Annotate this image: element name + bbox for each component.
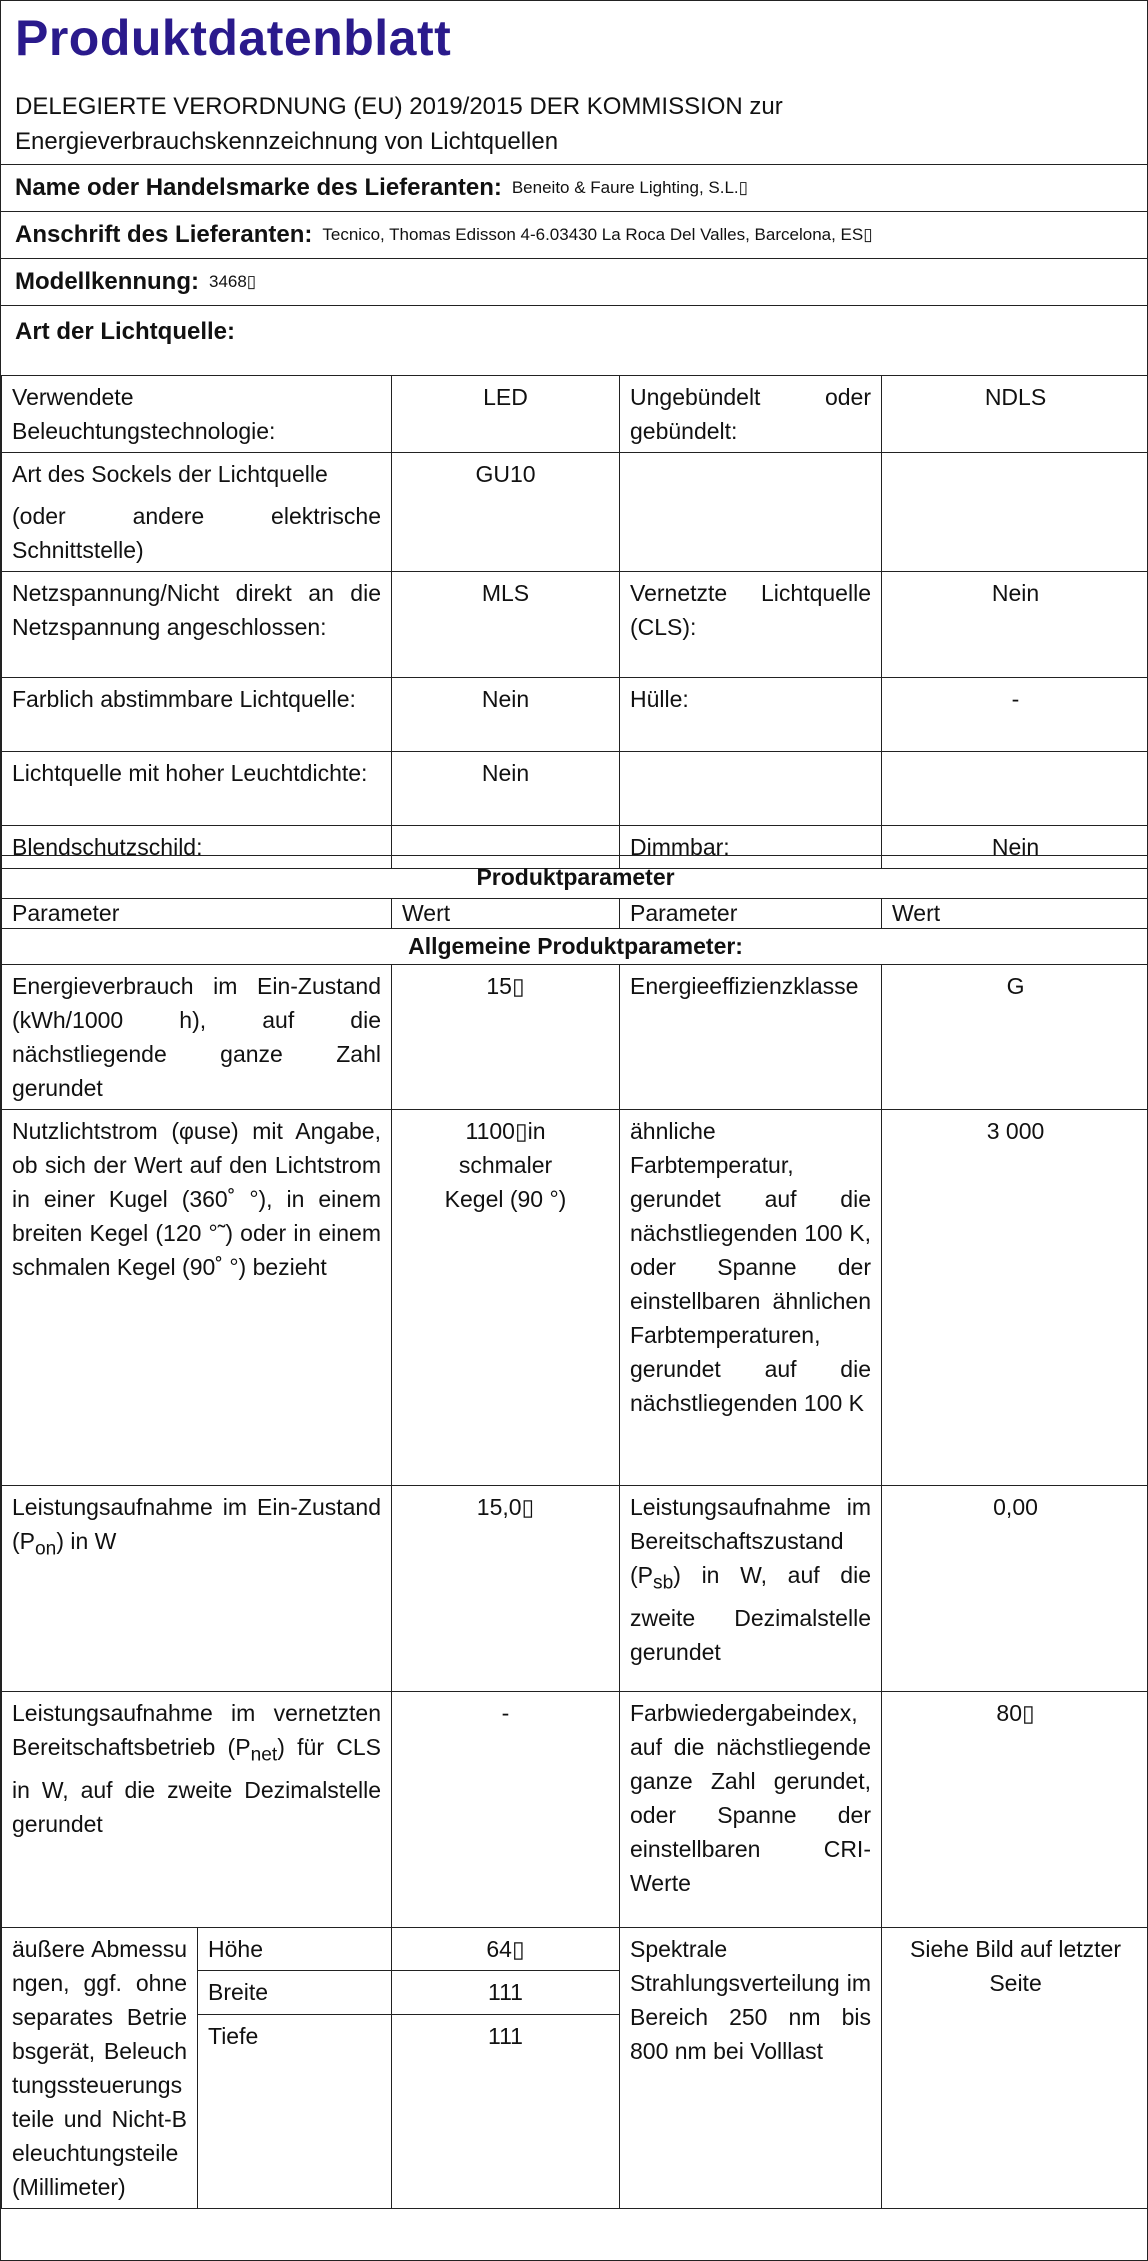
on-mode-power-label-text: Leistungsaufnahme im Ein-Zustand (P <box>12 1494 381 1554</box>
on-mode-power-label <box>2 1486 392 1692</box>
cct-value: 3 000 <box>882 1110 1148 1486</box>
address-label: Anschrift des Lieferanten: <box>15 221 313 248</box>
high-luminance-value: Nein <box>392 752 620 826</box>
light-type-label: Art der Lichtquelle: <box>15 318 236 345</box>
networked-standby-label-end: ) für CLS in W, auf die zweite Dezimalstelle gerundet <box>12 1734 381 1837</box>
networked-standby-subscript: net <box>250 1744 278 1766</box>
table-row <box>2 752 1148 826</box>
networked-standby-label-text: Leistungsaufnahme im vernetzten Bereitschaftsbetrieb (P <box>12 1700 381 1760</box>
table-row <box>2 572 1148 678</box>
on-mode-power-label-end: ) in W <box>56 1528 117 1554</box>
cap-label-line-3: Schnittstelle) <box>12 537 144 563</box>
address-value: Tecnico, Thomas Edisson 4-6.03430 La Roca Del Valles, Barcelona, ES▯ <box>322 225 873 244</box>
standby-power-label <box>620 1486 882 1692</box>
table-row <box>2 856 1148 899</box>
hull-label: Hülle: <box>620 678 882 752</box>
address-row <box>1 211 1147 258</box>
energy-consumption-value: 15▯ <box>392 965 620 1110</box>
empty-cell <box>882 752 1148 826</box>
spectral-distribution-value: Siehe Bild auf letzter Seite <box>882 1928 1148 2209</box>
table-row <box>2 1486 1148 1692</box>
cap-label <box>2 453 392 572</box>
tunable-value: Nein <box>392 678 620 752</box>
empty-cell <box>620 453 882 572</box>
model-value: 3468▯ <box>208 272 257 291</box>
supplier-label: Name oder Handelsmarke des Lieferanten: <box>15 174 502 201</box>
subtitle-line-1: DELEGIERTE VERORDNUNG (EU) 2019/2015 DER KOMMISSION zur <box>15 93 783 120</box>
cri-value: 80▯ <box>882 1692 1148 1928</box>
product-parameters-table <box>1 855 1148 2209</box>
table-row <box>2 453 1148 572</box>
cap-label-line-1: Art des Sockels der Lichtquelle <box>12 461 328 487</box>
cap-label-line-2: (oder andere elektrische <box>12 503 381 529</box>
table-row <box>2 1110 1148 1486</box>
tunable-label: Farblich abstimmbare Lichtquelle: <box>2 678 392 752</box>
table-row <box>2 678 1148 752</box>
tech-value: LED <box>392 376 620 453</box>
standby-power-label-text: Leistungsaufnahme im Bereitschaftszustand (P <box>630 1494 871 1588</box>
high-luminance-label: Lichtquelle mit hoher Leuchtdichte: <box>2 752 392 826</box>
tech-label: Verwendete Beleuchtungstechnologie: <box>2 376 392 453</box>
model-row <box>1 258 1147 305</box>
supplier-value: Beneito & Faure Lighting, S.L.▯ <box>511 178 749 197</box>
cls-value: Nein <box>882 572 1148 678</box>
page-title: Produktdatenblatt <box>15 10 452 66</box>
on-mode-power-value: 15,0▯ <box>392 1486 620 1692</box>
depth-value: 111 <box>392 2014 620 2208</box>
column-header-parameter: Parameter <box>2 899 392 929</box>
standby-power-label-end: ) in W, auf die zweite Dezimalstelle gerundet <box>630 1562 871 1665</box>
depth-label: Tiefe <box>198 2014 392 2208</box>
cls-label: Vernetzte Lichtquelle (CLS): <box>620 572 882 678</box>
column-header-parameter: Parameter <box>620 899 882 929</box>
dir-value: NDLS <box>882 376 1148 453</box>
column-header-value: Wert <box>392 899 620 929</box>
dimmable-label: Dimmbar: <box>620 826 882 869</box>
table-row <box>2 1928 1148 1971</box>
table-row <box>2 899 1148 929</box>
dimmable-value: Nein <box>882 826 1148 869</box>
energy-class-label: Energieeffizienzklasse <box>620 965 882 1110</box>
cap-value: GU10 <box>392 453 620 572</box>
subtitle-line-2: Energieverbrauchskennzeichnung von Lichtquellen <box>15 128 559 155</box>
table-row <box>2 965 1148 1110</box>
model-label: Modellkennung: <box>15 268 199 295</box>
supplier-row <box>1 164 1147 211</box>
mains-label: Netzspannung/Nicht direkt an die Netzspannung angeschlossen: <box>2 572 392 678</box>
table-row <box>2 1692 1148 1928</box>
cct-label: ähnliche Farbtemperatur, gerundet auf die nächstliegenden 100 K, oder Spanne der einstellbaren ähnlichen Farbtemperaturen, gerundet auf die nächstliegenden 100 K <box>620 1110 882 1486</box>
standby-power-subscript: sb <box>653 1572 674 1594</box>
hull-value: - <box>882 678 1148 752</box>
cri-label: Farbwiedergabeindex, auf die nächstliegende ganze Zahl gerundet, oder Spanne der einstellbaren CRI-Werte <box>620 1692 882 1928</box>
empty-cell <box>882 453 1148 572</box>
height-label: Höhe <box>198 1928 392 1971</box>
table-row <box>2 376 1148 453</box>
light-source-table <box>1 375 1148 869</box>
dir-label: Ungebündelt oder gebündelt: <box>620 376 882 453</box>
glare-shield-label: Blendschutzschild: <box>2 826 392 869</box>
energy-class-value: G <box>882 965 1148 1110</box>
general-parameters-heading: Allgemeine Produktparameter: <box>2 929 1148 965</box>
width-value: 111 <box>392 1971 620 2014</box>
height-value: 64▯ <box>392 1928 620 1971</box>
width-label: Breite <box>198 1971 392 2014</box>
product-parameters-heading: Produktparameter <box>2 856 1148 899</box>
energy-consumption-label: Energieverbrauch im Ein-Zustand (kWh/1000 h), auf die nächstliegende ganze Zahl gerundet <box>2 965 392 1110</box>
regulation-subtitle <box>15 89 783 159</box>
table-row <box>2 929 1148 965</box>
column-header-value: Wert <box>882 899 1148 929</box>
networked-standby-value: - <box>392 1692 620 1928</box>
mains-value: MLS <box>392 572 620 678</box>
luminous-flux-label: Nutzlichtstrom (φuse) mit Angabe, ob sich der Wert auf den Lichtstrom in einer Kugel (360˚ °), in einem breiten Kegel (120 °˜) oder in einem schmalen Kegel (90˚ °) bezieht <box>2 1110 392 1486</box>
empty-cell <box>620 752 882 826</box>
dimensions-label: äußere Abmessungen, ggf. ohne separates Betriebsgerät, Beleuchtungssteuerungsteile und Nicht-Beleuchtungsteile (Millimeter) <box>2 1928 198 2209</box>
luminous-flux-value: 1100▯in schmaler Kegel (90 °) <box>392 1110 620 1486</box>
on-mode-power-subscript: on <box>35 1538 57 1560</box>
standby-power-value: 0,00 <box>882 1486 1148 1692</box>
networked-standby-label <box>2 1692 392 1928</box>
spectral-distribution-label: Spektrale Strahlungsverteilung im Bereich 250 nm bis 800 nm bei Volllast <box>620 1928 882 2209</box>
